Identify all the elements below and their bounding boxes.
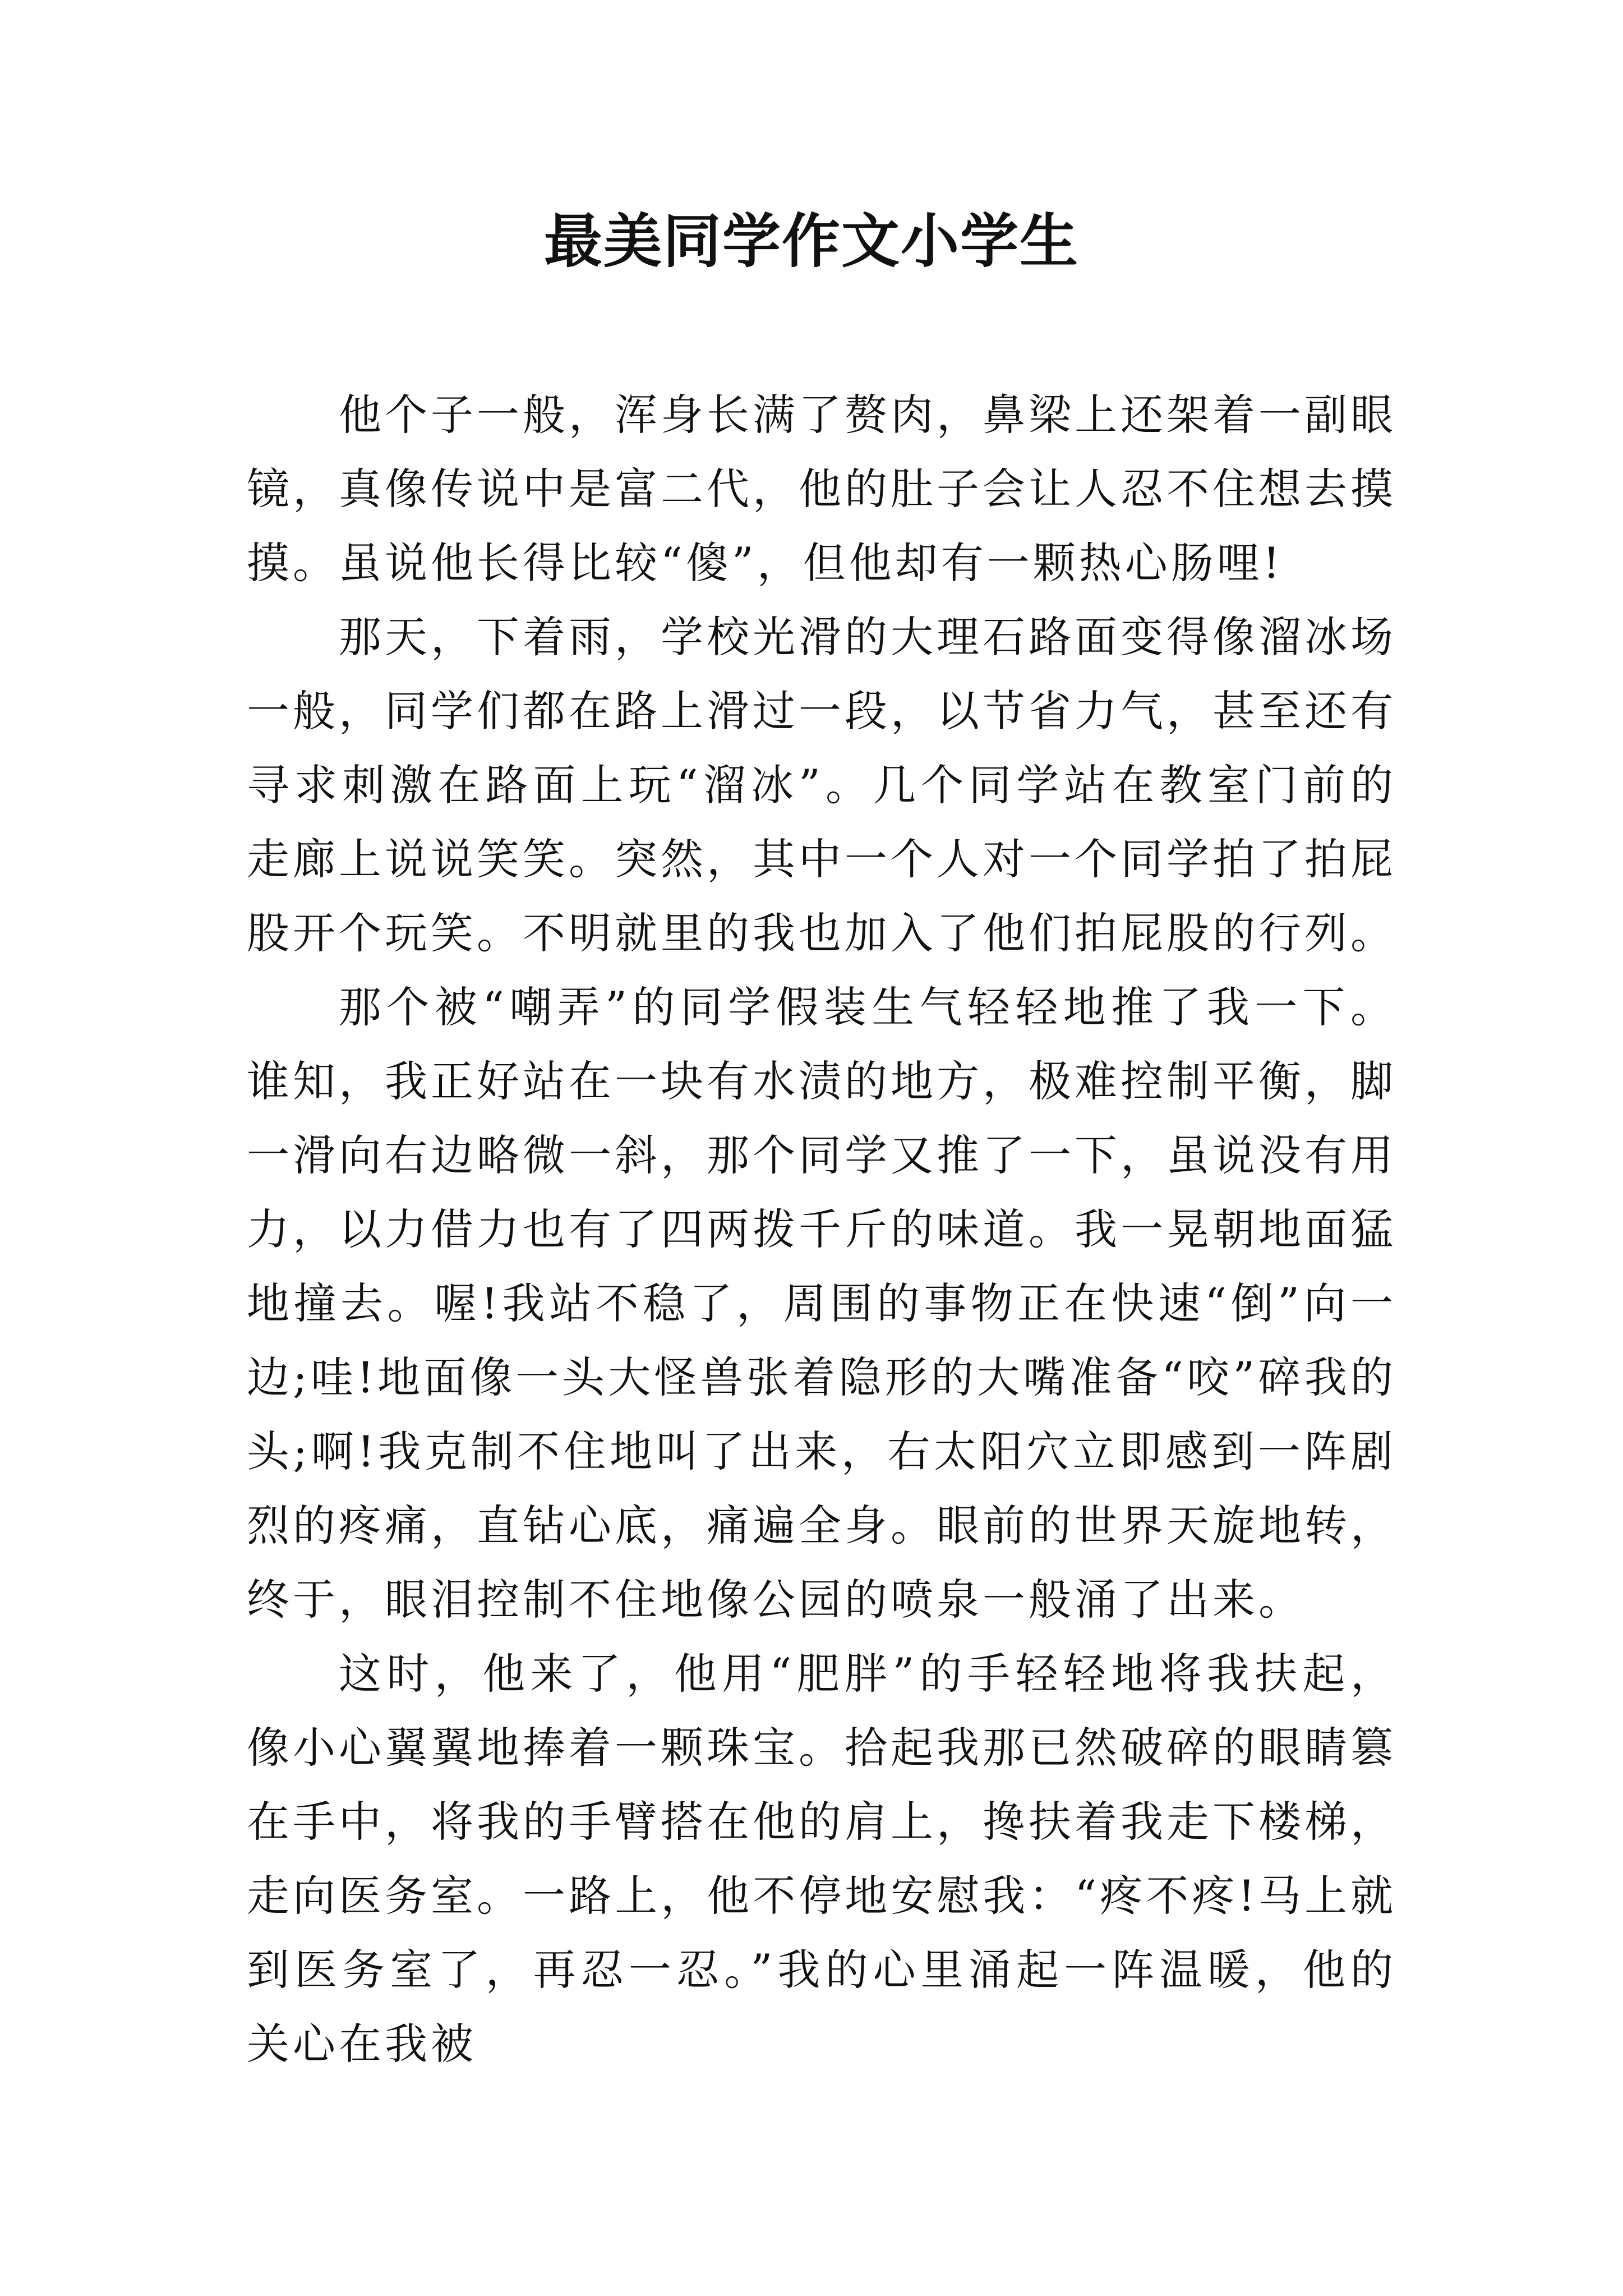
document-title: 最美同学作文小学生 [543, 206, 1079, 275]
paragraph-2: 那天，下着雨，学校光滑的大理石路面变得像溜冰场一般，同学们都在路上滑过一段，以节省力气，甚至还有寻求刺激在路面上玩“溜冰”。几个同学站在教室门前的走廊上说说笑笑。突然，其中一个人对一个同学拍了拍屁股开个玩笑。不明就里的我也加入了他们拍屁股的行列。 [247, 612, 1396, 958]
paragraph-3: 那个被“嘲弄”的同学假装生气轻轻地推了我一下。谁知，我正好站在一块有水渍的地方，极难控制平衡，脚一滑向右边略微一斜，那个同学又推了一下，虽说没有用力，以力借力也有了四两拨千斤的味道。我一晃朝地面猛地撞去。喔!我站不稳了，周围的事物正在快速“倒”向一边;哇!地面像一头大怪兽张着隐形的大嘴准备“咬”碎我的头;啊!我克制不住地叫了出来，右太阳穴立即感到一阵剧烈的疼痛，直钻心底，痛遍全身。眼前的世界天旋地转，终于，眼泪控制不住地像公园的喷泉一般涌了出来。 [247, 982, 1396, 1625]
document-body [247, 378, 1396, 2081]
paragraph-1: 他个子一般，浑身长满了赘肉，鼻梁上还架着一副眼镜，真像传说中是富二代，他的肚子会让人忍不住想去摸摸。虽说他长得比较“傻”，但他却有一颗热心肠哩! [247, 390, 1396, 588]
paragraph-4: 这时，他来了，他用“肥胖”的手轻轻地将我扶起，像小心翼翼地捧着一颗珠宝。拾起我那已然破碎的眼睛篡在手中，将我的手臂搭在他的肩上，搀扶着我走下楼梯，走向医务室。一路上，他不停地安慰我：“疼不疼!马上就到医务室了，再忍一忍。”我的心里涌起一阵温暖，他的关心在我被 [247, 1649, 1396, 2069]
